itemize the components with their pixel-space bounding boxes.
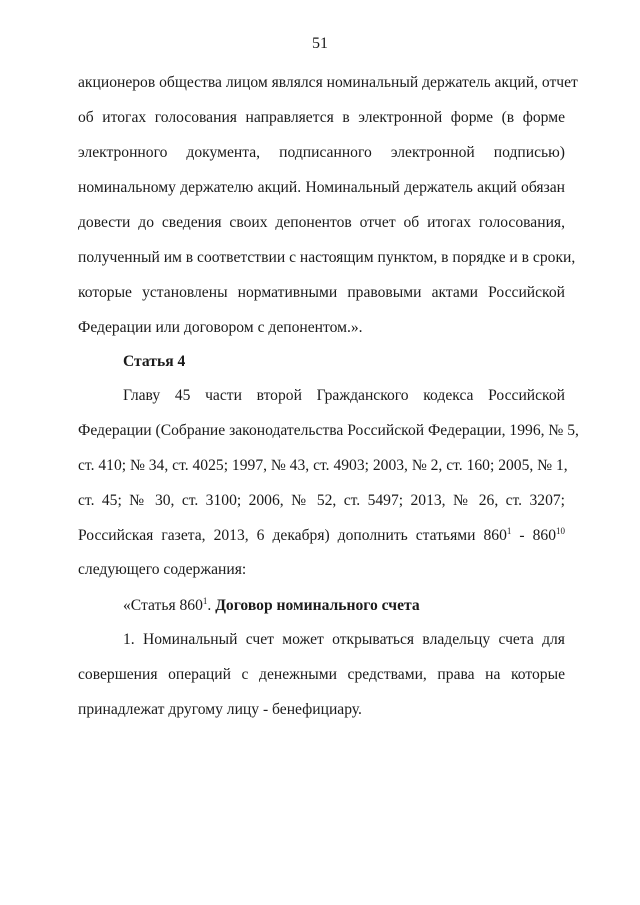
paragraph-line: следующего содержания: (78, 561, 247, 578)
page-number: 51 (312, 35, 328, 52)
article-heading (123, 596, 565, 616)
line-text: «Статья 860 (123, 597, 203, 614)
paragraph-line: акционеров общества лицом являлся номинальный держатель акций, отчет (78, 74, 578, 91)
line-text: . (207, 597, 216, 614)
paragraph-line: принадлежат другому лицу - бенефициару. (78, 701, 362, 718)
article-title: Договор номинального счета (215, 597, 420, 614)
paragraph-line: об итогах голосования направляется в электронной форме (в форме (78, 109, 565, 126)
superscript: 1 (202, 596, 208, 606)
paragraph-line: номинальному держателю акций. Номинальный держатель акций обязан (78, 179, 565, 196)
paragraph-line: полученный им в соответствии с настоящим пунктом, в порядке и в сроки, (78, 249, 576, 266)
paragraph-line: Федерации (Собрание законодательства Российской Федерации, 1996, № 5, (78, 422, 579, 439)
paragraph-line: 1. Номинальный счет может открываться владельцу счета для (123, 631, 565, 648)
paragraph-line: Федерации или договором с депонентом.». (78, 319, 363, 336)
paragraph-line: электронного документа, подписанного электронной подписью) (78, 144, 565, 161)
paragraph-line: которые установлены нормативными правовыми актами Российской (78, 284, 565, 301)
article-heading: Статья 4 (123, 353, 186, 370)
paragraph-line (78, 526, 565, 546)
line-text: - 860 (511, 527, 556, 544)
superscript: 1 (506, 526, 512, 536)
paragraph-line: Главу 45 части второй Гражданского кодекса Российской (123, 387, 565, 404)
paragraph-line: ст. 45; № 30, ст. 3100; 2006, № 52, ст. 5497; 2013, № 26, ст. 3207; (78, 492, 565, 509)
superscript: 10 (556, 526, 565, 536)
paragraph-line: совершения операций с денежными средствами, права на которые (78, 666, 565, 683)
line-text: Российская газета, 2013, 6 декабря) дополнить статьями 860 (78, 527, 507, 544)
paragraph-line: довести до сведения своих депонентов отчет об итогах голосования, (78, 214, 565, 231)
paragraph-line: ст. 410; № 34, ст. 4025; 1997, № 43, ст. 4903; 2003, № 2, ст. 160; 2005, № 1, (78, 457, 568, 474)
